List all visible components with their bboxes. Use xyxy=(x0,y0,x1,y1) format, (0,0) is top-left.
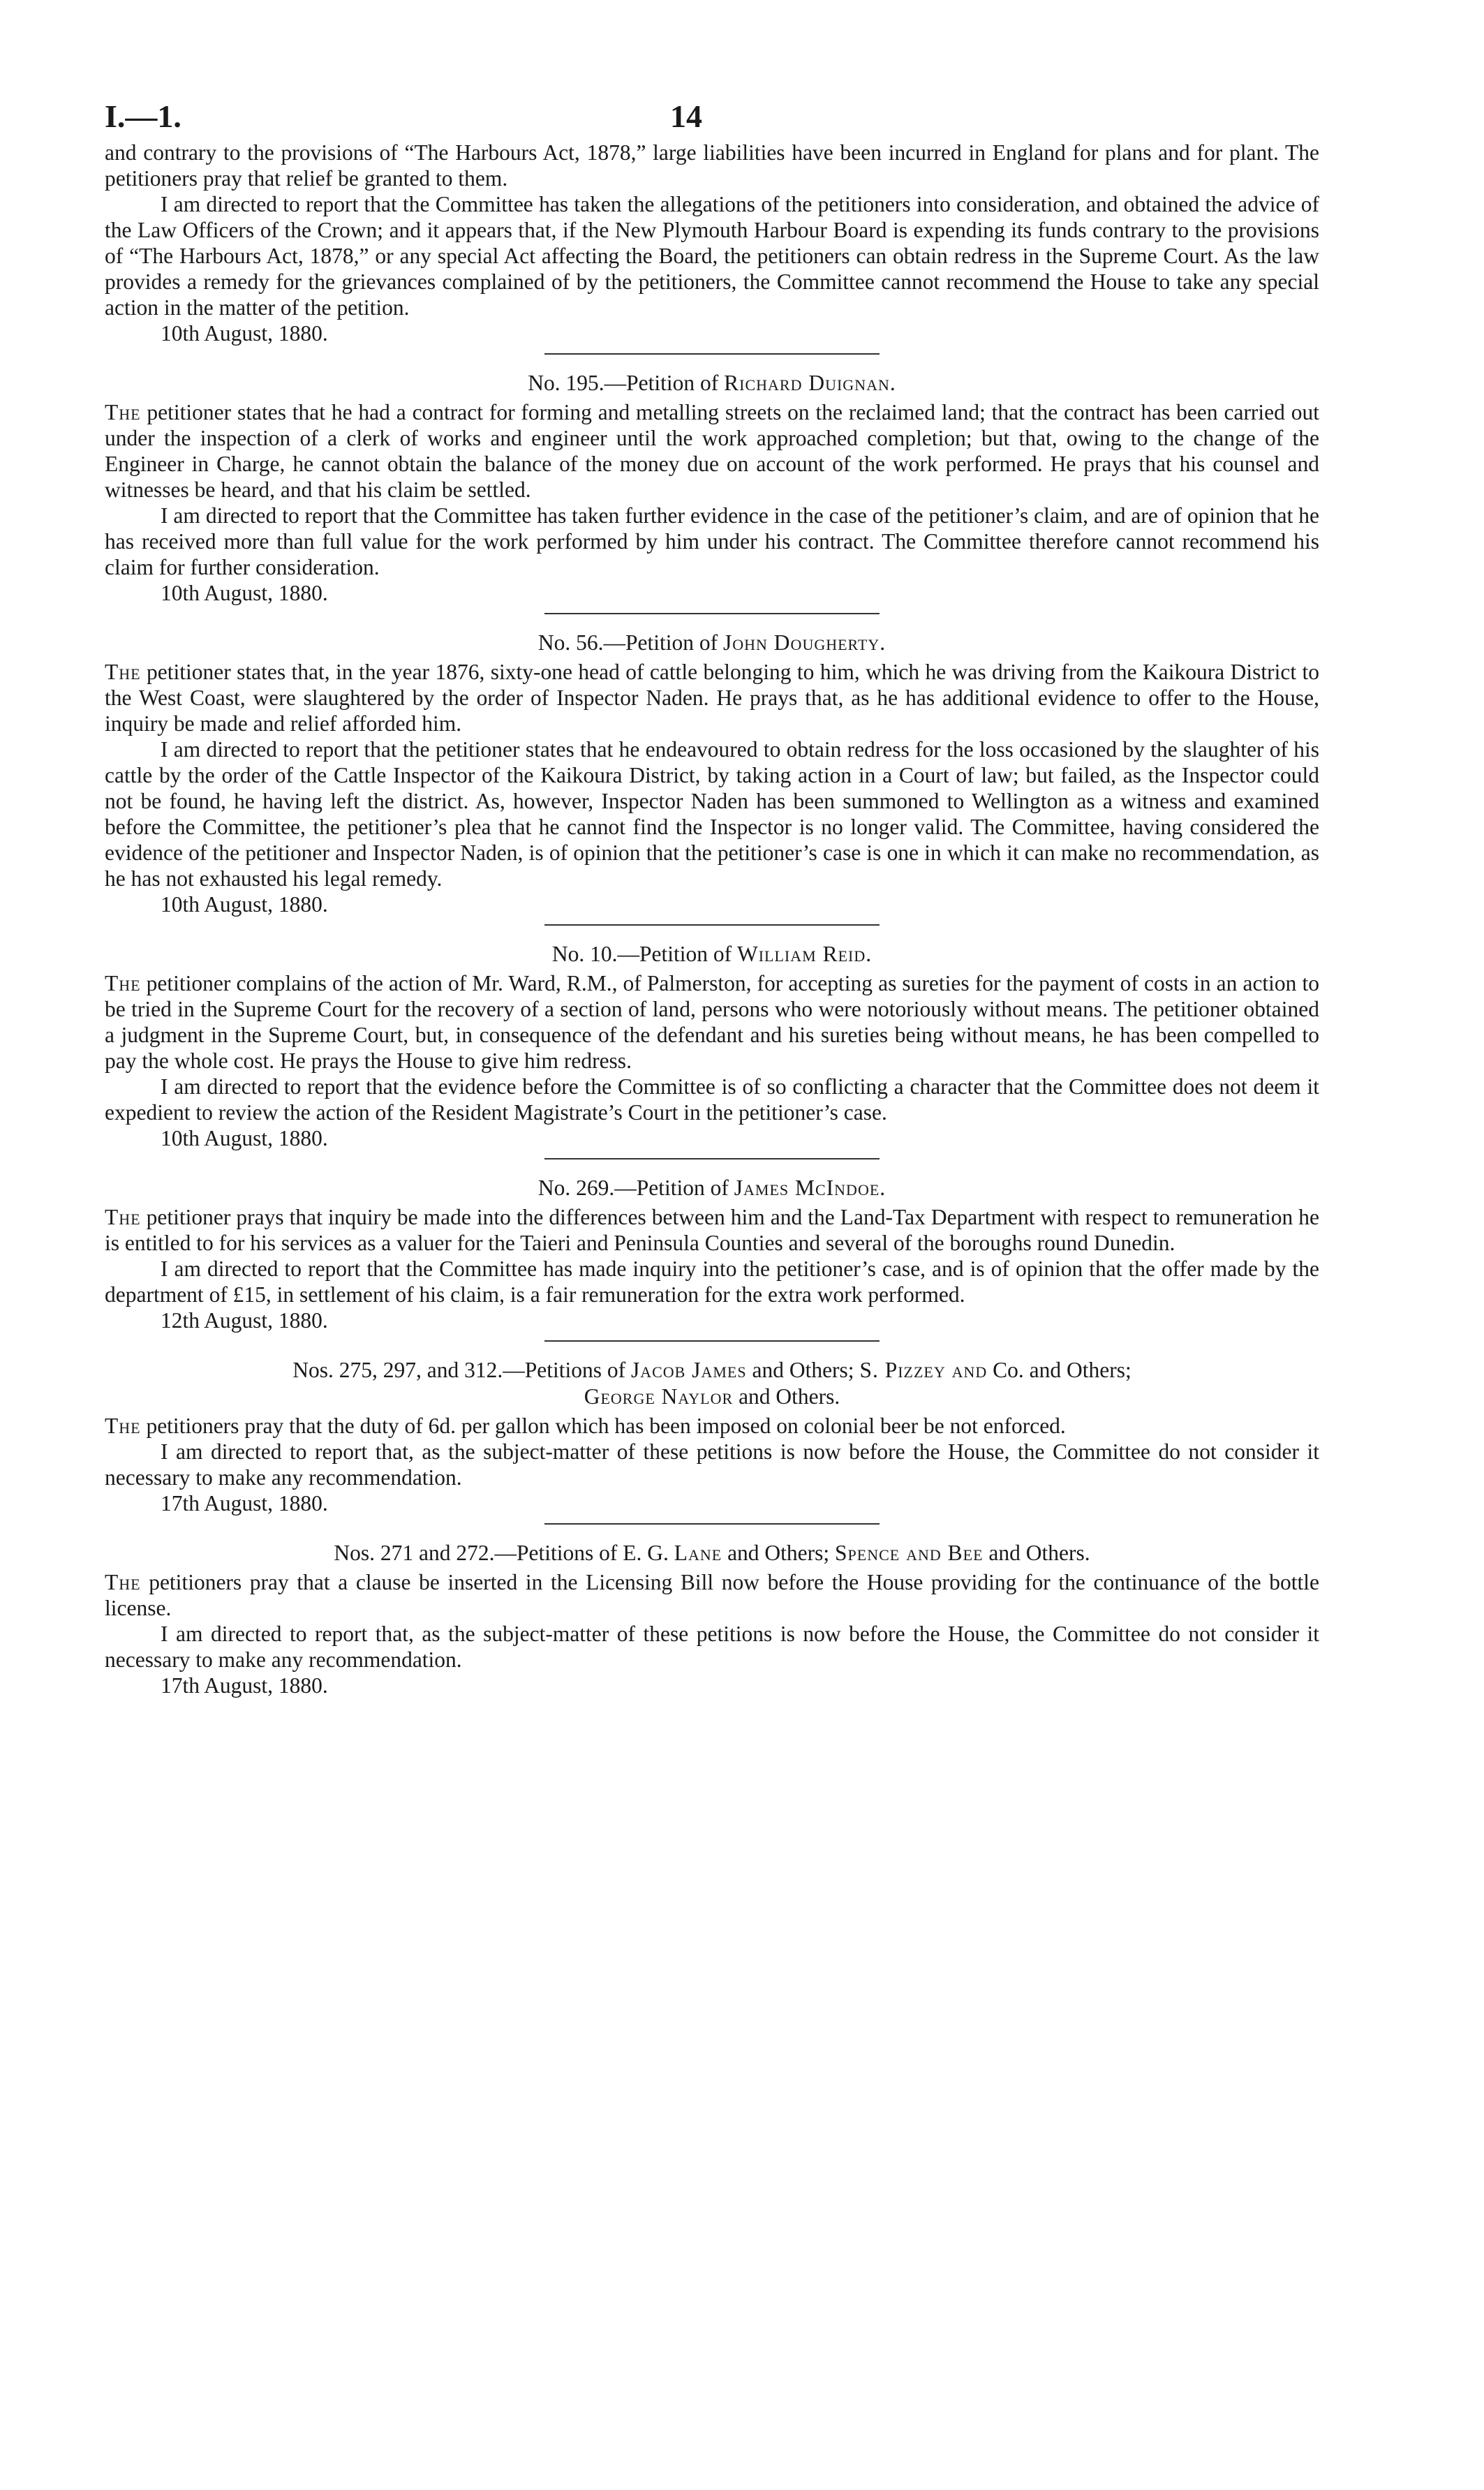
petition-heading xyxy=(105,630,1319,656)
petition-paragraph xyxy=(105,659,1319,736)
petition-heading xyxy=(105,1357,1319,1410)
petitioner-name: Spence and Bee xyxy=(835,1541,984,1565)
petition-paragraph xyxy=(105,399,1319,503)
report-date: 17th August, 1880. xyxy=(161,1491,328,1516)
divider xyxy=(544,1340,880,1342)
petition-text: petitioners pray that the duty of 6d. per gallon which has been imposed on colonial beer be not enforced. xyxy=(146,1414,1066,1438)
petition-number: No. 269.—Petition of xyxy=(537,1176,729,1200)
lead-word: The xyxy=(105,400,141,424)
intro-section xyxy=(105,140,1319,346)
petitioner-name: John Dougherty. xyxy=(723,630,886,655)
petition-heading xyxy=(105,1540,1319,1566)
document-page xyxy=(105,98,1319,1698)
petition-number: No. 10.—Petition of xyxy=(551,942,732,966)
heading-text: and Others; xyxy=(752,1358,854,1382)
lead-word: The xyxy=(105,1570,141,1594)
petitioner-name: Lane xyxy=(674,1541,722,1565)
page-header xyxy=(105,98,1319,140)
petition-heading xyxy=(105,941,1319,968)
petition-paragraph xyxy=(105,970,1319,1074)
lead-word: The xyxy=(105,660,141,684)
petition-number: No. 56.—Petition of xyxy=(537,630,718,655)
report-paragraph: I am directed to report that, as the subject-matter of these petitions is now before the House, the Committee do not consider it necessary to make any recommendation. xyxy=(105,1622,1319,1672)
heading-text: and Others. xyxy=(739,1384,840,1409)
petition-text: petitioner complains of the action of Mr. Ward, R.M., of Palmerston, for accepting as sureties for the payment of costs in an action to be tried in the Supreme Court for the recovery of a section of land, persons who were notoriously without means. The petitioner obtained a judgment in the Supreme Court, but, in consequence of the defendant and his sureties being without means, he has been compelled to pay the whole cost. He prays the House to give him redress. xyxy=(105,971,1320,1073)
petition-paragraph xyxy=(105,1413,1319,1439)
heading-text: and Others; xyxy=(727,1541,830,1565)
petitioner-name: Jacob James xyxy=(630,1358,747,1382)
petition-section xyxy=(105,630,1319,917)
petitioner-name: William Reid. xyxy=(737,942,873,966)
petitioner-name: James McIndoe. xyxy=(734,1176,886,1200)
petition-section xyxy=(105,1175,1319,1333)
divider xyxy=(544,1523,880,1525)
petition-section xyxy=(105,1357,1319,1516)
petition-text: petitioner states that he had a contract for forming and metalling streets on the reclaimed land; that the contract has been carried out under the inspection of a clerk of works and engineer until the work approached completion; but that, owing to the change of the Engineer in Charge, he cannot obtain the balance of the money due on account of the work performed. He prays that his counsel and witnesses be heard, and that his claim be settled. xyxy=(105,400,1319,502)
report-paragraph: I am directed to report that the Committee has taken the allegations of the petitioners into consideration, and obtained the advice of the Law Officers of the Crown; and it appears that, if the New Plymouth Harbour Board is expending its funds contrary to the provisions of “The Harbours Act, 1878,” or any special Act affecting the Board, the petitioners can obtain redress in the Supreme Court. As the law provides a remedy for the grievances complained of by the petitioners, the Committee cannot recommend the House to take any special action in the matter of the petition. xyxy=(105,192,1319,320)
report-paragraph: I am directed to report that the evidence before the Committee is of so conflicting a character that the Committee does not deem it expedient to review the action of the Resident Magistrate’s Court in the petitioner’s case. xyxy=(105,1074,1319,1125)
report-paragraph: I am directed to report that, as the subject-matter of these petitions is now before the House, the Committee do not consider it necessary to make any recommendation. xyxy=(105,1439,1319,1490)
petition-number: Nos. 275, 297, and 312.—Petitions of xyxy=(292,1358,626,1382)
petition-heading xyxy=(105,370,1319,397)
paragraph: and contrary to the provisions of “The Harbours Act, 1878,” large liabilities have been incurred in England for plans and for plant. The petitioners pray that relief be granted to them. xyxy=(105,140,1319,191)
petition-section xyxy=(105,1540,1319,1698)
petition-text: petitioners pray that a clause be inserted in the Licensing Bill now before the House providing for the continuance of the bottle license. xyxy=(105,1570,1319,1620)
petitioner-name: Richard Duignan. xyxy=(724,371,896,395)
heading-text: Co. and Others; xyxy=(993,1358,1131,1382)
report-paragraph: I am directed to report that the Committee has taken further evidence in the case of the petitioner’s claim, and are of opinion that he has received more than full value for the work performed by him under his contract. The Committee therefore cannot recommend his claim for further consideration. xyxy=(105,503,1319,579)
divider xyxy=(544,353,880,355)
heading-line xyxy=(105,1357,1319,1384)
heading-text: and Others. xyxy=(988,1541,1090,1565)
page-number: 14 xyxy=(670,98,702,134)
report-date: 10th August, 1880. xyxy=(161,892,328,917)
petition-section xyxy=(105,370,1319,606)
divider xyxy=(544,1158,880,1159)
lead-word: The xyxy=(105,1414,141,1438)
petition-section xyxy=(105,941,1319,1151)
petition-text: petitioner prays that inquiry be made into the differences between him and the Land-Tax Department with respect to remuneration he is entitled to for his services as a valuer for the Taieri and Peninsula Counties and several of the boroughs round Dunedin. xyxy=(105,1205,1320,1255)
lead-word: The xyxy=(105,971,141,995)
lead-word: The xyxy=(105,1205,141,1229)
report-paragraph: I am directed to report that the Committee has made inquiry into the petitioner’s case, and is of opinion that the offer made by the department of £15, in settlement of his claim, is a fair remuneration for the extra work performed. xyxy=(105,1257,1319,1307)
petition-text: petitioner states that, in the year 1876, sixty-one head of cattle belonging to him, which he was driving from the Kaikoura District to the West Coast, were slaughtered by the order of Inspector Naden. He prays that, as he has additional evidence to offer to the House, inquiry be made and relief afforded him. xyxy=(105,660,1320,736)
heading-line xyxy=(105,1384,1319,1410)
report-date: 12th August, 1880. xyxy=(161,1308,328,1333)
petition-paragraph xyxy=(105,1204,1319,1256)
report-paragraph: I am directed to report that the petitioner states that he endeavoured to obtain redress for the loss occasioned by the slaughter of his cattle by the order of the Cattle Inspector of the Kaikoura District, by taking action in a Court of law; but failed, as the Inspector could not be found, he having left the district. As, however, Inspector Naden has been summoned to Wellington as a witness and examined before the Committee, the petitioner’s plea that he cannot find the Inspector is no longer valid. The Committee, having considered the evidence of the petitioner and Inspector Naden, is of opinion that the petitioner’s case is one in which it can make no recommendation, as he has not exhausted his legal remedy. xyxy=(105,737,1319,891)
report-date: 17th August, 1880. xyxy=(161,1673,328,1698)
divider xyxy=(544,924,880,926)
petition-paragraph xyxy=(105,1569,1319,1621)
petitioner-name: George Naylor xyxy=(584,1384,734,1409)
document-reference: I.—1. xyxy=(105,98,181,134)
petitioner-name: S. Pizzey and xyxy=(859,1358,988,1382)
petition-number: No. 195.—Petition of xyxy=(528,371,719,395)
petition-heading xyxy=(105,1175,1319,1201)
petition-number: Nos. 271 and 272.—Petitions of E. G. xyxy=(334,1541,669,1565)
report-date: 10th August, 1880. xyxy=(161,581,328,605)
report-date: 10th August, 1880. xyxy=(161,321,328,346)
report-date: 10th August, 1880. xyxy=(161,1126,328,1150)
divider xyxy=(544,613,880,614)
